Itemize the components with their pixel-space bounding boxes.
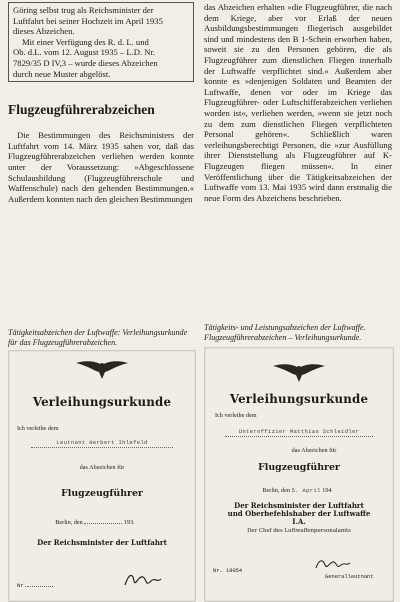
issuing-authority: Der Reichsminister der Luftfahrt	[37, 538, 167, 547]
place-date-label: Berlin, den	[55, 519, 83, 526]
box-line: Ob. d.L. vom 12. August 1935 – L.D. Nr.	[13, 47, 156, 58]
certificate-number-label: Nr.	[213, 568, 223, 574]
date-rule	[84, 523, 122, 524]
badge-line: das Abzeichen für	[79, 464, 125, 471]
badge-line: das Abzeichen für	[291, 447, 337, 454]
box-line: 7829/35 D IV,3 – wurde dieses Abzeichen	[13, 57, 158, 68]
caption-left: Tätigkeitsabzeichen der Luftwaffe: Verleihungsurkunde für das Flugzeugführerabzeichen.	[8, 328, 188, 348]
grant-line: Ich verleihe dem	[17, 425, 59, 432]
section-heading: Flugzeugführerabzeichen	[8, 102, 155, 118]
certificate-number-value: 19054	[225, 568, 243, 574]
signature-icon	[121, 569, 165, 591]
right-text-column	[204, 2, 392, 203]
certificate-right	[204, 347, 394, 602]
number-rule	[27, 586, 53, 587]
body-paragraph: Die Bestimmungen des Reichsministers der Luftfahrt vom 14. März 1935 sahen vor, daß das Flugzeugführerabzeichen verliehen werden konnte unter der Voraussetzung: »Abgeschlossene Schulausbildung (Flugzeugführerschule und Waffenschule) nach den geltenden Bestimmungen.« Außerdem konnten nach den gleichen Bestimmungen	[8, 130, 194, 204]
recipient-rule	[225, 436, 373, 437]
body-paragraph: das Abzeichen erhalten »die Flugzeugführer, die nach dem Kriege, aber vor Erlaß der neuen Ausbildungsbestimmungen fliegerisch ausgebildet sind und mindestens den B 1-Schein erworben haben, soweit sie zu den Personen gehören, die als Flugzeugführer zum dienstlichen Fliegen innerhalb der Luftwaffe verpflichtet sind.« Außerdem aber konnte es »denjenigen Soldaten und Beamten der Luftwaffe, denen vor oder im Kriege das Flugzeugführer- oder Luftschifferabzeichen verliehen worden ist«, verliehen werden, »wenn sie jetzt noch zu dem zum dienstlichen Fliegen verpflichteten Personal gehören«. Schließlich waren verleihungsberechtigt Personen, die »zur Ausfüllung ihrer Dienststellung als Flugzeugführer auf K-Flugzeugen fliegen müssen«. In einer Veröffentlichung über die Tätigkeitsabzeichen der Luftwaffe vom 13. Mai 1935 wird dann erstmalig die neue Form des Abzeichens beschrieben.	[204, 2, 392, 203]
place-date: Berlin, den 193.	[55, 519, 135, 526]
signature-icon	[313, 556, 353, 572]
issuing-authority: und Oberbefehlshaber der Luftwaffe	[227, 509, 371, 518]
issuing-authority-chief: Der Chef des Luftwaffenpersonalamts	[247, 528, 351, 534]
award-name: Flugzeugführer	[61, 488, 143, 499]
eagle-emblem-icon	[9, 359, 195, 381]
box-line: Mit einer Verfügung des R. d. L. und	[22, 36, 149, 47]
recipient-rule	[31, 447, 173, 448]
year-prefix: 194	[322, 487, 332, 494]
signer-rank: Generalleutnant	[325, 574, 374, 580]
issuing-authority-ia: I.A.	[292, 517, 306, 526]
certificate-number-label: Nr.	[17, 583, 27, 589]
caption-right: Tätigkeits- und Leistungsabzeichen der Luftwaffe. Flugzeugführerabzeichen – Verleihungsurkunde.	[204, 323, 366, 343]
box-line: Luftfahrt bei seiner Hochzeit im April 1935	[13, 15, 163, 26]
issuing-authority: Der Reichsminister der Luftfahrt	[234, 501, 364, 510]
box-line: dieses Abzeichen.	[13, 26, 75, 37]
text-box	[8, 2, 194, 82]
date-value: 5. April	[291, 487, 321, 494]
year-prefix: 193	[123, 519, 134, 526]
certificate-title: Verleihungsurkunde	[229, 392, 369, 406]
recipient-name: Unteroffizier Matthias Schleidler	[238, 428, 360, 435]
eagle-emblem-icon	[205, 362, 393, 384]
recipient-name: Leutnant Herbert Ihlefeld	[56, 439, 148, 446]
left-text-column	[8, 2, 194, 204]
certificate-title: Verleihungsurkunde	[32, 395, 172, 409]
certificate-left	[8, 350, 196, 602]
grant-line: Ich verleihe dem	[215, 412, 257, 419]
place-date-label: Berlin, den	[262, 487, 290, 494]
certificate-number	[213, 568, 242, 574]
place-date	[201, 487, 393, 494]
award-name: Flugzeugführer	[258, 462, 340, 473]
box-line: durch neue Muster abgelöst.	[13, 68, 111, 79]
box-line: Göring selbst trug als Reichsminister der	[13, 5, 154, 15]
